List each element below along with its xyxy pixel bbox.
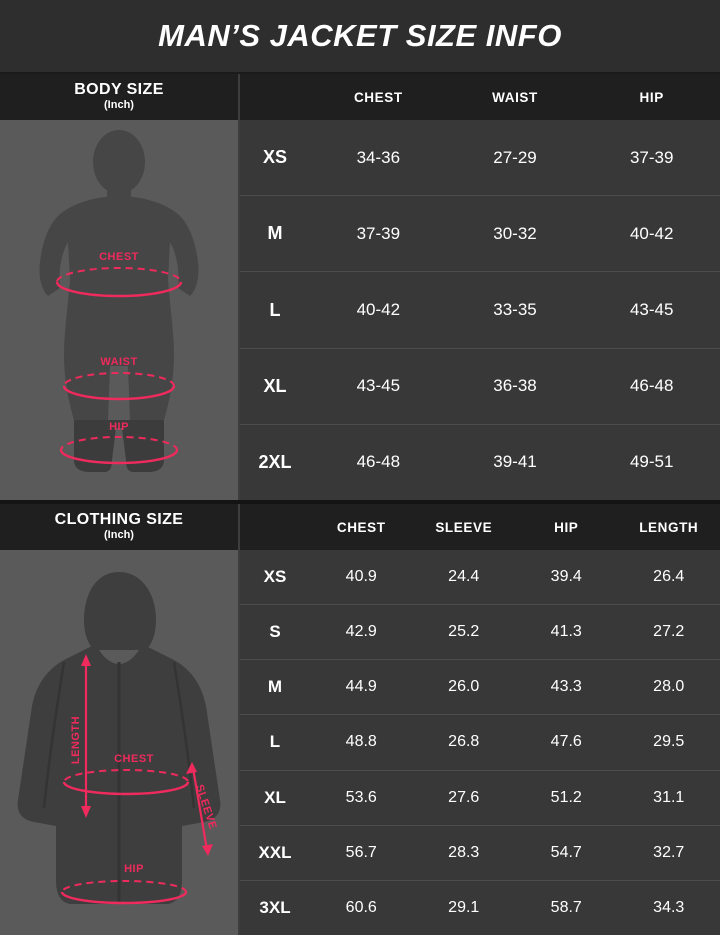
row-hip: 43.3 [550,678,582,696]
body-size-table [240,120,720,500]
row-size: XXL [258,842,292,862]
row-size: 2XL [258,451,292,472]
row-waist: 27-29 [493,147,537,167]
row-size: XS [262,147,287,168]
clothing-size-title: CLOTHING SIZE [54,511,184,528]
body-size-unit: (Inch) [104,98,134,111]
table-row [240,425,720,500]
body-size-content [0,120,720,500]
body-size-col-header-waist: WAIST [492,89,538,105]
row-chest: 40.9 [345,568,377,586]
row-size: M [267,677,283,697]
table-row [240,196,720,272]
row-chest: 34-36 [356,147,401,167]
body-size-title: BODY SIZE [74,81,164,98]
table-row [240,660,720,715]
row-length: 32.7 [653,843,685,861]
row-size: L [269,299,281,320]
row-length: 34.3 [653,898,685,916]
row-chest: 43-45 [356,376,401,396]
row-size: XS [263,567,287,587]
row-size: XL [264,787,286,807]
row-sleeve: 26.0 [448,678,480,696]
clothing-size-figure-cell [0,550,240,935]
row-size: M [267,223,283,244]
row-sleeve: 29.1 [448,898,480,916]
row-chest: 40-42 [356,300,401,319]
body-size-header-label [0,74,240,120]
row-chest: 37-39 [356,223,401,243]
row-length: 26.4 [653,568,685,586]
clothing-size-table [240,550,720,935]
row-chest: 56.7 [345,843,377,861]
body-size-col-header-hip: HIP [639,89,664,105]
row-size: L [269,732,281,752]
clothing-size-col-header-hip: HIP [554,519,579,535]
clothing-size-col-header-length: LENGTH [639,519,699,535]
row-hip: 41.3 [550,623,582,641]
clothing-size-col-header-size [240,504,310,550]
row-chest: 42.9 [345,623,377,641]
body-size-header-row [0,74,720,120]
row-hip: 46-48 [629,376,674,396]
clothing-size-col-header-sleeve: SLEEVE [435,519,493,535]
row-hip: 47.6 [550,733,582,751]
table-row [240,715,720,770]
page-title-bar [0,0,720,74]
row-waist: 30-32 [493,223,537,243]
body-size-figure-cell [0,120,240,500]
row-hip: 43-45 [629,300,674,319]
row-sleeve: 28.3 [448,843,480,861]
row-hip: 40-42 [629,223,674,243]
clothing-size-header-row [0,504,720,550]
section-clothing-size [0,504,720,935]
figure-label-hip: HIP [109,421,129,433]
page-title: MAN’S JACKET SIZE INFO [158,18,562,53]
figure-label-waist: WAIST [100,356,138,368]
row-length: 29.5 [653,733,685,751]
row-hip: 58.7 [550,898,582,916]
table-row [240,120,720,196]
row-waist: 39-41 [493,452,537,472]
row-chest: 46-48 [356,452,401,472]
section-body-size [0,74,720,500]
figure-label-chest: CHEST [99,251,139,263]
row-waist: 36-38 [493,376,537,396]
clothing-size-header-label [0,504,240,550]
figure-label-sleeve: SLEEVE [192,783,219,831]
row-size: 3XL [259,897,291,917]
table-row [240,605,720,660]
table-row [240,272,720,348]
row-length: 27.2 [653,623,685,641]
figure-label-length: LENGTH [70,715,82,765]
row-waist: 33-35 [493,300,537,319]
row-chest: 53.6 [345,788,377,806]
row-size: S [269,622,281,642]
table-row [240,349,720,425]
row-chest: 60.6 [345,898,377,916]
row-hip: 54.7 [550,843,582,861]
figure-label-hip: HIP [124,863,144,875]
clothing-size-col-header-chest: CHEST [336,519,386,535]
row-chest: 44.9 [345,678,377,696]
table-row [240,881,720,935]
table-row [240,771,720,826]
row-hip: 51.2 [550,788,582,806]
row-hip: 49-51 [629,452,674,472]
clothing-size-column-headers [240,504,720,550]
row-hip: 37-39 [629,147,674,167]
row-hip: 39.4 [550,568,582,586]
row-length: 28.0 [653,678,685,696]
row-length: 31.1 [653,788,685,806]
body-size-col-header-chest: CHEST [353,89,403,105]
row-sleeve: 24.4 [448,568,480,586]
table-row [240,550,720,605]
figure-label-chest: CHEST [114,753,154,765]
table-row [240,826,720,881]
jacket-measurement-diagram [0,550,238,935]
body-size-col-header-size [240,74,310,120]
body-size-column-headers [240,74,720,120]
male-torso-measurement-diagram [0,120,238,500]
clothing-size-content [0,550,720,935]
row-sleeve: 25.2 [448,623,480,641]
clothing-size-unit: (Inch) [104,528,134,541]
row-sleeve: 26.8 [448,733,480,751]
row-chest: 48.8 [345,733,377,751]
row-size: XL [263,375,287,396]
row-sleeve: 27.6 [448,788,480,806]
